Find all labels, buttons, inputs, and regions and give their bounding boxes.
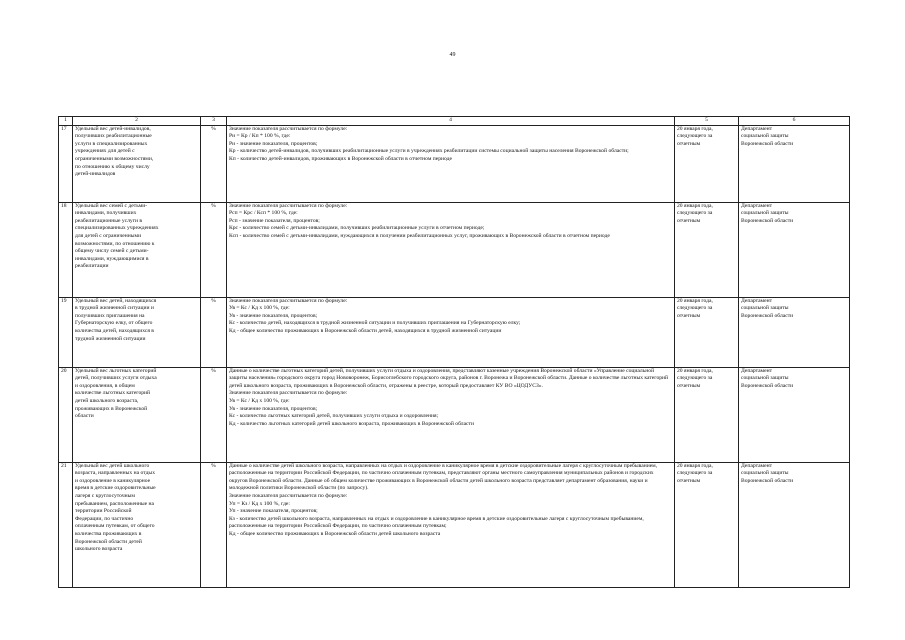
row-number: 18 [61,202,67,209]
unit-value: % [211,125,216,132]
indicator-line: территории Российской [75,508,132,515]
resp-line: Департамент [741,125,773,132]
term-line: 20 января года, [677,202,713,209]
resp-line: Воронежской области [741,312,794,319]
indicator-line: Воронежской области детей [75,538,142,545]
row-number: 20 [61,367,67,374]
term-cell [675,462,739,587]
term-line: 20 января года, [677,125,713,132]
indicator-line: Удельный вес детей-инвалидов, [75,125,151,132]
term-line: отчетным [677,140,701,147]
term-line: следующего за [677,133,713,140]
method-line: Данные о количестве льготных категорий детей, получивших услуги отдыха и оздоровления, представляют казенные учреждения Воронежской области «Управление социальной защиты населения» городского округа город Нововоронеж, Борисоглебского городского округа, районов г. Воронежа и Воронежской области. Данные о количестве льготных категорий детей школьного возраста, проживающих в Воронежской области, отражены в реестре, который предоставляет КУ ВО «ЦОДУСЗ». [229,367,669,389]
responsible-cell [739,297,850,367]
row-number-cell [59,202,73,297]
term-line: 20 января года, [677,297,713,304]
unit-cell [201,462,227,587]
method-line: Кд - общее количество проживающих в Воронежской области детей, находящихся в трудной жизненной ситуации [229,327,502,334]
header-cell: 2 [73,117,201,126]
header-cell: 5 [675,117,739,126]
row-number: 21 [61,462,67,469]
term-cell [675,125,739,202]
row-number: 17 [61,125,67,132]
indicator-line: Федерации, по частично [75,515,134,522]
indicator-line: реабилитации [75,263,109,270]
resp-line: Департамент [741,297,773,304]
indicator-line: общему числу семей с детьми- [75,248,149,255]
indicator-line: области [75,413,94,420]
term-line: 20 января года, [677,367,713,374]
indicator-line: лагеря с круглосуточным [75,492,135,499]
indicator-line: детей, получивших услуги отдыха [75,375,157,382]
indicator-line: в трудной жизненной ситуации и [75,305,154,312]
method-line: Кр - количество детей-инвалидов, получивших реабилитационные услуги в учреждениях реабилитации системы социальной защиты населения Воронежской области; [229,148,629,155]
method-line: Ксп - количество семей с детьми-инвалидами, нуждающихся в получении реабилитационных услуг, проживающих в Воронежской области в отчетном периоде [229,232,610,239]
row-number-cell [59,125,73,202]
unit-value: % [211,462,216,469]
responsible-cell [739,125,850,202]
resp-line: Воронежской области [741,382,794,389]
indicator-cell [73,202,201,297]
term-line: следующего за [677,305,713,312]
indicator-line: инвалидами, получивших [75,210,137,217]
method-line: Кс - количество детей, находящихся в трудной жизненной ситуации и получивших приглашения на Губернаторскую елку; [229,320,521,327]
resp-line: социальной защиты [741,133,789,140]
header-cell: 6 [739,117,850,126]
method-cell [227,297,675,367]
resp-line: социальной защиты [741,375,789,382]
resp-line: Департамент [741,367,773,374]
method-line: Кд - количество льготных категорий детей школьного возраста, проживающих в Воронежской области [229,420,474,427]
resp-line: социальной защиты [741,470,789,477]
resp-line: Департамент [741,202,773,209]
indicator-line: количества детей, находящихся в [75,327,154,334]
row-number-cell [59,462,73,587]
method-line: Ув = Кс / Кд х 100 %, где: [229,305,290,312]
indicator-line: оплаченным путевкам, от общего [75,523,155,530]
resp-line: социальной защиты [741,210,789,217]
method-line: Ри - значение показателя, процентов; [229,140,318,147]
method-line: Значение показателя рассчитывается по формуле: [229,202,348,209]
term-line: отчетным [677,477,701,484]
resp-line: Воронежской области [741,477,794,484]
header-cell: 1 [59,117,73,126]
table-row [59,462,850,587]
term-line: отчетным [677,217,701,224]
indicator-line: и оздоровления, в общем [75,382,135,389]
method-line: Кд - общее количество проживающих в Воронежской области детей школьного возраста [229,530,441,537]
resp-line: Воронежской области [741,140,794,147]
indicator-line: Удельный вес льготных категорий [75,367,157,374]
term-line: 20 января года, [677,462,713,469]
indicator-line: возможностями, по отношению к [75,240,155,247]
unit-cell [201,125,227,202]
indicator-line: трудной жизненной ситуации [75,335,146,342]
indicator-line: и оздоровление в каникулярное [75,477,151,484]
method-line: Данные о количестве детей школьного возраста, направленных на отдых и оздоровление в каникулярное время в детские оздоровительные лагеря с круглосуточным пребыванием, расположенные на территории Российской Федерации, по частично оплаченным путевкам, представляют органы местного самоуправления муниципальных районов и городских округов Воронежской области. Данные об общем количестве проживающих в Воронежской области детей школьного возраста представляет департамент образования, науки и молодежной политики Воронежской области (по запросу). [229,462,658,492]
indicator-line: детей школьного возраста, [75,397,139,404]
unit-cell [201,367,227,462]
indicator-line: Удельный вес детей, находящихся [75,297,157,304]
indicator-line: Удельный вес детей школьного [75,462,150,469]
responsible-cell [739,202,850,297]
term-line: следующего за [677,470,713,477]
method-cell [227,462,675,587]
indicator-line: по отношению к общему числу [75,163,150,170]
method-line: Кп - количество детей-инвалидов, проживающих в Воронежской области в отчетном периоде [229,155,452,162]
indicator-line: специализированных учреждениях [75,225,159,232]
indicator-line: услуги в специализированных [75,140,148,147]
row-number-cell [59,367,73,462]
indicator-line: проживающих в Воронежской [75,405,148,412]
indicator-cell [73,297,201,367]
resp-line: Воронежской области [741,217,794,224]
header-row [59,117,850,126]
term-cell [675,297,739,367]
method-line: Рсп = Крс / Ксп * 100 %, где: [229,210,298,217]
indicator-line: пребыванием, расположенные на [75,500,155,507]
responsible-cell [739,462,850,587]
method-line: Значение показателя рассчитывается по формуле: [229,297,348,304]
unit-value: % [211,367,216,374]
indicator-line: Удельный вес семей с детьми- [75,202,148,209]
header-cell: 4 [227,117,675,126]
term-cell [675,367,739,462]
indicators-table [58,116,850,588]
method-line: Ув = Кс / Кд х 100 %, где: [229,397,290,404]
method-line: Значение показателя рассчитывается по формуле: [229,390,348,397]
unit-cell [201,297,227,367]
method-line: Уп - значение показателя, процентов; [229,508,318,515]
resp-line: социальной защиты [741,305,789,312]
table-row [59,297,850,367]
term-line: следующего за [677,375,713,382]
header-cell: 3 [201,117,227,126]
method-line: Кз - количество детей школьного возраста, направленных на отдых и оздоровление в каникулярное время в детские оздоровительные лагеря с круглосуточным пребыванием, расположенные на территории Российской Федерации, по частично оплаченным путевкам; [229,515,644,530]
unit-value: % [211,297,216,304]
method-line: Рсп - значение показателя, процентов; [229,217,320,224]
method-cell [227,202,675,297]
indicator-line: возраста, направленных на отдых [75,470,155,477]
method-line: Уп = Кз / Кд х 100 %, где: [229,500,290,507]
method-line: Ри = Кр / Кп * 100 %, где: [229,133,291,140]
method-line: Ув - значение показателя, процентов; [229,405,318,412]
method-cell [227,367,675,462]
page-number: 49 [449,52,456,58]
indicator-line: количества проживающих в [75,530,142,537]
table-row [59,202,850,297]
method-line: Кс - количество льготных категорий детей, получивших услуги отдыха и оздоровления; [229,413,439,420]
indicator-line: детей-инвалидов [75,171,116,178]
term-line: отчетным [677,312,701,319]
indicator-cell [73,367,201,462]
term-line: отчетным [677,382,701,389]
unit-value: % [211,202,216,209]
table-row [59,125,850,202]
indicator-line: получивших реабилитационные [75,133,152,140]
indicator-line: количестве льготных категорий [75,390,151,397]
indicator-cell [73,125,201,202]
indicator-line: реабилитационные услуги в [75,217,143,224]
indicator-line: инвалидами, нуждающимися в [75,255,149,262]
indicator-line: учреждениях для детей с [75,148,135,155]
unit-cell [201,202,227,297]
responsible-cell [739,367,850,462]
indicator-line: ограниченными возможностями, [75,155,154,162]
method-line: Крс - количество семей с детьми-инвалидами, получивших реабилитационные услуги в отчетном периоде; [229,225,485,232]
indicator-cell [73,462,201,587]
term-cell [675,202,739,297]
row-number-cell [59,297,73,367]
method-line: Ув - значение показателя, процентов; [229,312,318,319]
indicator-line: получивших приглашения на [75,312,145,319]
method-line: Значение показателя рассчитывается по формуле: [229,125,348,132]
table-row [59,367,850,462]
indicator-line: время в детские оздоровительные [75,485,156,492]
method-cell [227,125,675,202]
indicator-line: для детей с ограниченными [75,232,142,239]
indicator-line: школьного возраста [75,546,123,553]
resp-line: Департамент [741,462,773,469]
indicator-line: Губернаторскую елку, от общего [75,320,153,327]
row-number: 19 [61,297,67,304]
term-line: следующего за [677,210,713,217]
method-line: Значение показателя рассчитывается по формуле: [229,492,348,499]
